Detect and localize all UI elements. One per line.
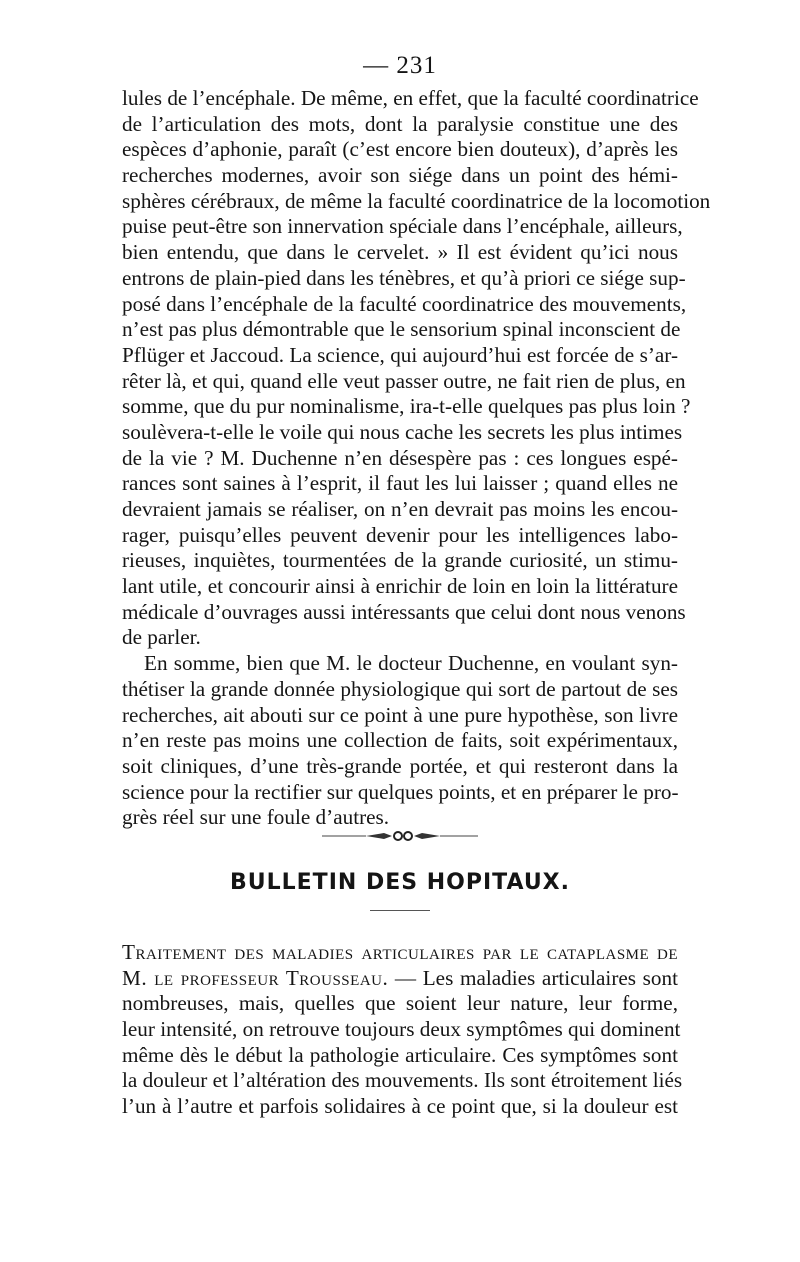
section-title: BULLETIN DES HOPITAUX.	[229, 870, 570, 895]
text-line: Pflüger et Jaccoud. La science, qui aujourd’hui est forcée de s’ar-	[122, 342, 678, 367]
text-line: n’est pas plus démontrable que le sensorium spinal inconscient de	[122, 317, 681, 342]
text-line: rager, puisqu’elles peuvent devenir pour les intelligences labo-	[122, 522, 678, 547]
text-line: la douleur et l’altération des mouvements. Ils sont étroitement liés	[122, 1068, 683, 1093]
text-line: rieuses, inquiètes, tourmentées de la grande curiosité, un stimu-	[122, 548, 678, 573]
text-line: posé dans l’encéphale de la faculté coordinatrice des mouvements,	[122, 291, 687, 316]
text-line: l’un à l’autre et parfois solidaires à ce point que, si la douleur est	[122, 1094, 678, 1119]
text-line: même dès le début la pathologie articulaire. Ces symptômes sont	[122, 1042, 678, 1067]
text-line: thétiser la grande donnée physiologique qui sort de partout de ses	[122, 676, 678, 701]
text-line: rances sont saines à l’esprit, il faut les lui laisser ; quand elles ne	[122, 471, 678, 496]
article-text	[122, 940, 683, 1120]
text-line	[122, 966, 678, 992]
text-line: soulèvera-t-elle le voile qui nous cache les secrets les plus intimes	[122, 419, 683, 444]
text-line: de la vie ? M. Duchenne n’en désespère pas : ces longues espé-	[122, 445, 678, 470]
text-line: devraient jamais se réaliser, on n’en devrait pas moins les encou-	[122, 497, 678, 521]
text-line: espèces d’aphonie, paraît (c’est encore bien douteux), d’après les	[122, 137, 678, 162]
text-line: bien entendu, que dans le cervelet. » Il est évident qu’ici nous	[122, 240, 678, 265]
text-line: grès réel sur une foule d’autres.	[122, 805, 390, 830]
text-line: soit cliniques, d’une très-grande portée, et qui resteront dans la	[122, 753, 678, 778]
title-rule	[370, 910, 430, 911]
text-line: n’en reste pas moins une collection de faits, soit expérimentaux,	[122, 728, 678, 753]
text-line: science pour la rectifier sur quelques points, et en préparer le pro-	[122, 779, 679, 804]
text-line: de l’articulation des mots, dont la paralysie constitue une des	[122, 111, 678, 136]
article-line-rest: — Les maladies articulaires sont	[388, 965, 678, 990]
text-line: sphères cérébraux, de même la faculté coordinatrice de la locomotion	[122, 188, 711, 213]
text-line: nombreuses, mais, quelles que soient leur nature, leur forme,	[122, 991, 678, 1016]
text-line: En somme, bien que M. le docteur Duchenne, en voulant syn-	[144, 651, 678, 676]
text-line: recherches, ait abouti sur ce point à une pure hypothèse, son livre	[122, 702, 678, 727]
text-line: rêter là, et qui, quand elle veut passer outre, ne fait rien de plus, en	[122, 368, 686, 393]
text-line: somme, que du pur nominalisme, ira-t-elle quelques pas plus loin ?	[122, 394, 691, 419]
text-line: médicale d’ouvrages aussi intéressants que celui dont nous venons	[122, 599, 686, 624]
page-number: — 231	[363, 52, 437, 79]
text-line: entrons de plain-pied dans les ténèbres, et qu’à priori ce siége sup-	[122, 265, 686, 290]
text-line: leur intensité, on retrouve toujours deux symptômes qui dominent	[122, 1017, 681, 1042]
ornament-divider	[322, 826, 478, 846]
text-line: de parler.	[122, 625, 201, 650]
text-line: puise peut-être son innervation spéciale dans l’encéphale, ailleurs,	[122, 214, 683, 239]
text-line: recherches modernes, avoir son siége dans un point des hémi-	[122, 163, 678, 188]
text-line: lules de l’encéphale. De même, en effet, que la faculté coordinatrice	[122, 86, 699, 110]
main-text	[122, 86, 711, 831]
text-line: lant utile, et concourir ainsi à enrichir de loin en loin la littérature	[122, 574, 678, 599]
article-heading-author: M. le professeur Trousseau.	[122, 965, 389, 990]
article-heading: Traitement des maladies articulaires par le cataplasme de	[122, 940, 678, 964]
